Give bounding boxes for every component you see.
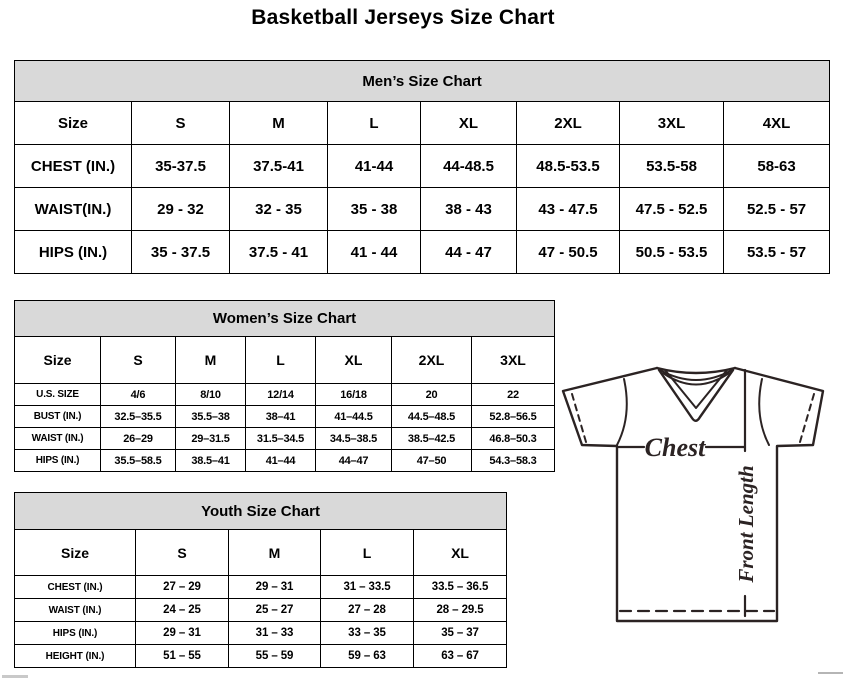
size-col-header: 2XL	[392, 337, 472, 384]
table-row	[15, 384, 555, 406]
size-value-cell: 29 - 32	[132, 188, 230, 231]
size-value-cell: 20	[392, 384, 472, 406]
size-value-cell: 59 – 63	[321, 645, 414, 668]
jersey-neck-top-edge	[657, 368, 735, 373]
table-row	[15, 428, 555, 450]
size-col-header: S	[101, 337, 176, 384]
row-label-cell: HIPS (IN.)	[15, 231, 132, 274]
size-value-cell: 29 – 31	[136, 622, 229, 645]
table-row	[15, 301, 555, 337]
size-value-cell: 38.5–41	[176, 450, 246, 472]
size-value-cell: 55 – 59	[229, 645, 321, 668]
size-value-cell: 44 - 47	[421, 231, 517, 274]
size-value-cell: 35.5–58.5	[101, 450, 176, 472]
size-value-cell: 24 – 25	[136, 599, 229, 622]
size-value-cell: 63 – 67	[414, 645, 507, 668]
table-row	[15, 576, 507, 599]
size-col-header: M	[229, 530, 321, 576]
size-value-cell: 44-48.5	[421, 145, 517, 188]
size-col-header: L	[321, 530, 414, 576]
size-col-header: L	[246, 337, 316, 384]
size-value-cell: 25 – 27	[229, 599, 321, 622]
table-row	[15, 145, 830, 188]
womens-size-table	[14, 300, 555, 472]
front-length-label: Front Length	[734, 465, 758, 583]
row-label-cell: CHEST (IN.)	[15, 576, 136, 599]
size-value-cell: 48.5-53.5	[517, 145, 620, 188]
size-value-cell: 35 - 37.5	[132, 231, 230, 274]
size-value-cell: 35 – 37	[414, 622, 507, 645]
size-value-cell: 37.5-41	[230, 145, 328, 188]
table-row	[15, 231, 830, 274]
size-value-cell: 37.5 - 41	[230, 231, 328, 274]
size-value-cell: 32.5–35.5	[101, 406, 176, 428]
size-value-cell: 52.8–56.5	[472, 406, 555, 428]
size-col-header: 3XL	[472, 337, 555, 384]
page-title: Basketball Jerseys Size Chart	[251, 6, 555, 29]
horizontal-scrollbar-fragment-right[interactable]	[818, 672, 843, 674]
size-value-cell: 38 - 43	[421, 188, 517, 231]
size-value-cell: 34.5–38.5	[316, 428, 392, 450]
size-value-cell: 50.5 - 53.5	[620, 231, 724, 274]
size-value-cell: 52.5 - 57	[724, 188, 830, 231]
size-value-cell: 44–47	[316, 450, 392, 472]
size-col-header: S	[136, 530, 229, 576]
size-value-cell: 27 – 28	[321, 599, 414, 622]
size-value-cell: 32 - 35	[230, 188, 328, 231]
jersey-measurement-diagram	[560, 358, 843, 630]
table-row	[15, 599, 507, 622]
size-value-cell: 8/10	[176, 384, 246, 406]
size-col-header: 2XL	[517, 102, 620, 145]
table-row	[15, 450, 555, 472]
size-col-header: 4XL	[724, 102, 830, 145]
size-value-cell: 33 – 35	[321, 622, 414, 645]
size-value-cell: 29 – 31	[229, 576, 321, 599]
size-value-cell: 27 – 29	[136, 576, 229, 599]
jersey-right-cuff-dashes	[800, 394, 814, 442]
row-label-cell: HIPS (IN.)	[15, 450, 101, 472]
size-value-cell: 38–41	[246, 406, 316, 428]
row-label-cell: WAIST (IN.)	[15, 428, 101, 450]
table-row	[15, 530, 507, 576]
chest-label: Chest	[644, 433, 706, 462]
youth-table-title: Youth Size Chart	[15, 493, 507, 530]
row-label-cell: HEIGHT (IN.)	[15, 645, 136, 668]
row-label-cell: U.S. SIZE	[15, 384, 101, 406]
row-label-cell: CHEST (IN.)	[15, 145, 132, 188]
size-value-cell: 33.5 – 36.5	[414, 576, 507, 599]
horizontal-scrollbar-thumb-left[interactable]	[2, 675, 28, 678]
size-value-cell: 58-63	[724, 145, 830, 188]
womens-table-title: Women’s Size Chart	[15, 301, 555, 337]
size-value-cell: 53.5-58	[620, 145, 724, 188]
size-value-cell: 35.5–38	[176, 406, 246, 428]
size-value-cell: 41 - 44	[328, 231, 421, 274]
size-value-cell: 51 – 55	[136, 645, 229, 668]
table-row	[15, 102, 830, 145]
size-col-header: XL	[414, 530, 507, 576]
table-row	[15, 493, 507, 530]
size-header-cell: Size	[15, 337, 101, 384]
size-header-cell: Size	[15, 102, 132, 145]
mens-size-table	[14, 60, 830, 274]
size-col-header: XL	[316, 337, 392, 384]
size-value-cell: 31.5–34.5	[246, 428, 316, 450]
jersey-left-sleeve-seam	[617, 379, 627, 445]
size-value-cell: 26–29	[101, 428, 176, 450]
size-value-cell: 43 - 47.5	[517, 188, 620, 231]
size-col-header: 3XL	[620, 102, 724, 145]
table-row	[15, 622, 507, 645]
size-value-cell: 47–50	[392, 450, 472, 472]
jersey-right-sleeve-seam	[759, 379, 769, 445]
size-col-header: M	[230, 102, 328, 145]
table-row	[15, 61, 830, 102]
size-value-cell: 31 – 33.5	[321, 576, 414, 599]
size-col-header: XL	[421, 102, 517, 145]
size-value-cell: 54.3–58.3	[472, 450, 555, 472]
size-header-cell: Size	[15, 530, 136, 576]
size-value-cell: 12/14	[246, 384, 316, 406]
size-value-cell: 53.5 - 57	[724, 231, 830, 274]
size-value-cell: 38.5–42.5	[392, 428, 472, 450]
row-label-cell: HIPS (IN.)	[15, 622, 136, 645]
row-label-cell: WAIST (IN.)	[15, 599, 136, 622]
size-col-header: L	[328, 102, 421, 145]
size-value-cell: 41–44.5	[316, 406, 392, 428]
size-value-cell: 47 - 50.5	[517, 231, 620, 274]
size-col-header: M	[176, 337, 246, 384]
mens-table-title: Men’s Size Chart	[15, 61, 830, 102]
table-row	[15, 406, 555, 428]
size-value-cell: 41-44	[328, 145, 421, 188]
size-value-cell: 4/6	[101, 384, 176, 406]
row-label-cell: WAIST(IN.)	[15, 188, 132, 231]
jersey-outline	[563, 368, 823, 621]
size-value-cell: 35-37.5	[132, 145, 230, 188]
table-row	[15, 337, 555, 384]
table-row	[15, 188, 830, 231]
size-value-cell: 31 – 33	[229, 622, 321, 645]
table-row	[15, 645, 507, 668]
size-value-cell: 22	[472, 384, 555, 406]
size-value-cell: 16/18	[316, 384, 392, 406]
size-value-cell: 44.5–48.5	[392, 406, 472, 428]
size-value-cell: 35 - 38	[328, 188, 421, 231]
size-value-cell: 28 – 29.5	[414, 599, 507, 622]
size-value-cell: 47.5 - 52.5	[620, 188, 724, 231]
row-label-cell: BUST (IN.)	[15, 406, 101, 428]
youth-size-table	[14, 492, 507, 668]
size-value-cell: 46.8–50.3	[472, 428, 555, 450]
size-col-header: S	[132, 102, 230, 145]
size-value-cell: 41–44	[246, 450, 316, 472]
size-value-cell: 29–31.5	[176, 428, 246, 450]
